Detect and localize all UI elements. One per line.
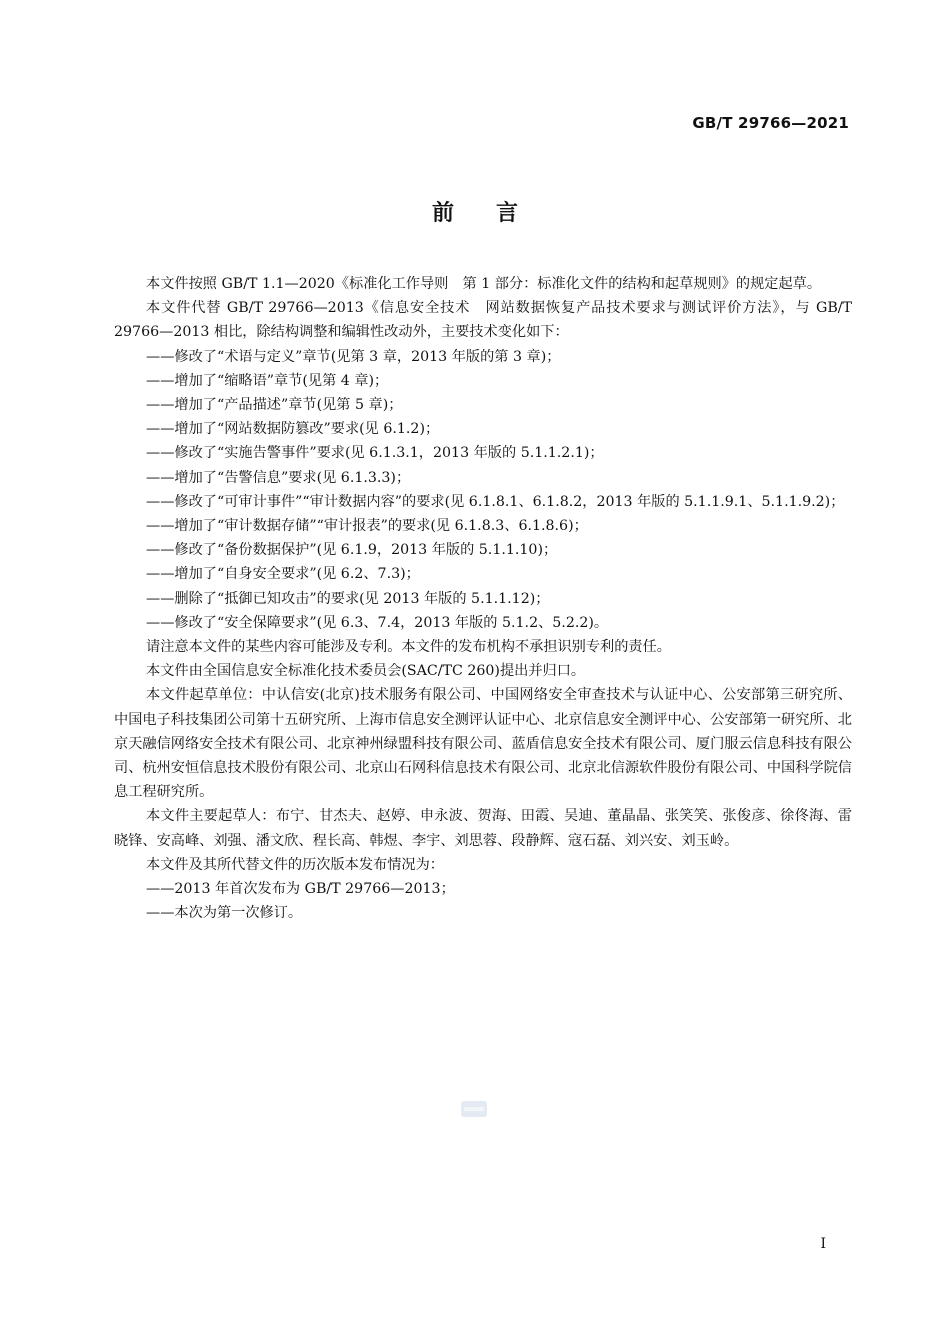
dash: ——	[146, 348, 175, 365]
list-item-text: 2013 年首次发布为 GB/T 29766—2013；	[174, 881, 455, 898]
list-item	[114, 901, 852, 925]
dash: ——	[146, 566, 175, 583]
page-number: I	[820, 1236, 826, 1252]
dash: ——	[146, 445, 175, 462]
dash: ——	[146, 372, 175, 389]
list-item	[114, 393, 852, 417]
list-item-text: 增加了“产品描述”章节(见第 5 章)；	[174, 397, 403, 414]
list-item	[114, 345, 852, 369]
list-item-text: 修改了“备份数据保护”(见 6.1.9，2013 年版的 5.1.1.10)；	[174, 542, 558, 559]
list-item	[114, 490, 852, 514]
list-item-text: 增加了“自身安全要求”(见 6.2、7.3)；	[174, 566, 420, 583]
list-item-text: 增加了“审计数据存储”“审计报表”的要求(见 6.1.8.3、6.1.8.6)；	[174, 518, 588, 535]
paragraph-drafting-rule: 本文件按照 GB/T 1.1—2020《标准化工作导则 第 1 部分：标准化文件的结构和起草规则》的规定起草。	[146, 276, 822, 292]
list-item-text: 修改了“术语与定义”章节(见第 3 章，2013 年版的第 3 章)；	[174, 348, 561, 365]
dash: ——	[146, 542, 175, 559]
list-item	[114, 587, 852, 611]
dash: ——	[146, 590, 175, 607]
list-item	[114, 611, 852, 635]
list-item-text: 本次为第一次修订。	[174, 905, 303, 922]
dash: ——	[146, 518, 175, 535]
dash: ——	[146, 614, 175, 631]
dash: ——	[146, 493, 175, 510]
standard-code: GB/T 29766—2021	[692, 114, 849, 132]
paragraph-history-intro: 本文件及其所代替文件的历次版本发布情况为：	[146, 856, 444, 873]
dash: ——	[146, 397, 175, 414]
list-item-text: 删除了“抵御已知攻击”的要求(见 2013 年版的 5.1.1.12)；	[174, 590, 550, 607]
history-list	[114, 877, 852, 925]
list-item	[114, 514, 852, 538]
list-item	[114, 538, 852, 562]
paragraph-proposer: 本文件由全国信息安全标准化技术委员会(SAC/TC 260)提出并归口。	[146, 663, 586, 680]
list-item	[114, 877, 852, 901]
dash: ——	[146, 469, 175, 486]
paragraph-patent-notice: 请注意本文件的某些内容可能涉及专利。本文件的发布机构不承担识别专利的责任。	[146, 639, 671, 656]
list-item	[114, 562, 852, 586]
list-item	[114, 441, 852, 465]
list-item	[114, 466, 852, 490]
dash: ——	[146, 881, 175, 898]
list-item-text: 增加了“网站数据防篡改”要求(见 6.1.2)；	[174, 421, 440, 438]
sac-watermark-icon	[460, 1098, 488, 1120]
list-item	[114, 417, 852, 441]
list-item-text: 修改了“安全保障要求”(见 6.3、7.4，2013 年版的 5.1.2、5.2.2)。	[174, 614, 609, 631]
page-title: 前言	[431, 201, 560, 226]
list-item-text: 增加了“缩略语”章节(见第 4 章)；	[174, 372, 389, 389]
list-item	[114, 369, 852, 393]
list-item-text: 修改了“可审计事件”“审计数据内容”的要求(见 6.1.8.1、6.1.8.2，2013 年版的 5.1.1.9.1、5.1.1.9.2)；	[174, 493, 845, 510]
list-item-text: 增加了“告警信息”要求(见 6.1.3.3)；	[174, 469, 411, 486]
list-item-text: 修改了“实施告警事件”要求(见 6.1.3.1，2013 年版的 5.1.1.2.1)；	[174, 445, 604, 462]
document-body	[114, 272, 852, 925]
dash: ——	[146, 421, 175, 438]
changes-list	[114, 345, 852, 635]
dash: ——	[146, 905, 175, 922]
paragraph-drafters: 本文件主要起草人：布宁、甘杰夫、赵婷、申永波、贺海、田霞、吴迪、董晶晶、张笑笑、张俊彦、徐佟海、雷晓锋、安高峰、刘强、潘文欣、程长高、韩煜、李宇、刘思蓉、段静辉、寇石磊、刘兴安、刘玉岭。	[114, 808, 852, 849]
paragraph-drafting-units: 本文件起草单位：中认信安(北京)技术服务有限公司、中国网络安全审查技术与认证中心、公安部第三研究所、中国电子科技集团公司第十五研究所、上海市信息安全测评认证中心、北京信息安全测评中心、公安部第一研究所、北京天融信网络安全技术有限公司、北京神州绿盟科技有限公司、蓝盾信息安全技术有限公司、厦门服云信息科技有限公司、杭州安恒信息技术股份有限公司、北京山石网科信息技术有限公司、北京北信源软件股份有限公司、中国科学院信息工程研究所。	[114, 687, 852, 801]
paragraph-replaces: 本文件代替 GB/T 29766—2013《信息安全技术 网站数据恢复产品技术要求与测试评价方法》，与 GB/T 29766—2013 相比，除结构调整和编辑性改动外，主要技术变化如下：	[114, 300, 852, 341]
